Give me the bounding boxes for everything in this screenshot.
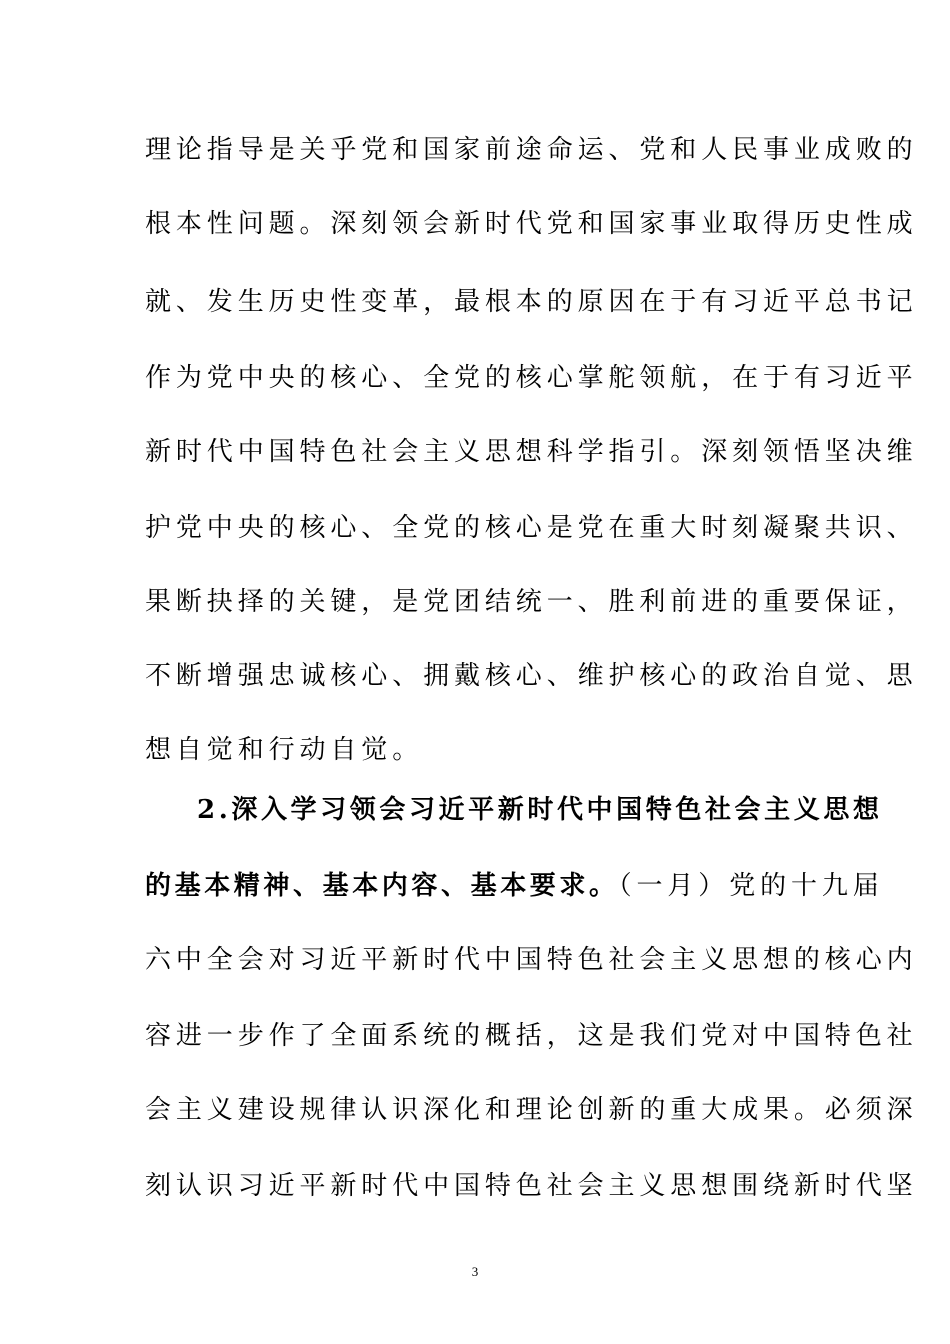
paragraph-line: 作为党中央的核心、全党的核心掌舵领航，在于有习近平 bbox=[145, 363, 918, 393]
paragraph-line: 根本性问题。深刻领会新时代党和国家事业取得历史性成 bbox=[145, 209, 918, 239]
paragraph-line: 护党中央的核心、全党的核心是党在重大时刻凝聚共识、 bbox=[145, 513, 918, 543]
section-heading-trailing-text: （一月）党的十九届 bbox=[618, 871, 884, 901]
paragraph-line: 想自觉和行动自觉。 bbox=[145, 735, 424, 765]
paragraph-line: 容进一步作了全面系统的概括，这是我们党对中国特色社 bbox=[145, 1021, 918, 1051]
section-heading-line-2 bbox=[145, 866, 884, 906]
paragraph-line: 六中全会对习近平新时代中国特色社会主义思想的核心内 bbox=[145, 945, 918, 975]
section-heading-line: 2.深入学习领会习近平新时代中国特色社会主义思想 bbox=[197, 795, 883, 825]
paragraph-line: 果断抉择的关键，是党团结统一、胜利前进的重要保证， bbox=[145, 587, 918, 617]
paragraph-line: 不断增强忠诚核心、拥戴核心、维护核心的政治自觉、思 bbox=[145, 661, 918, 691]
paragraph-line: 新时代中国特色社会主义思想科学指引。深刻领悟坚决维 bbox=[145, 437, 918, 467]
page-number: 3 bbox=[471, 1264, 479, 1279]
paragraph-line: 就、发生历史性变革，最根本的原因在于有习近平总书记 bbox=[145, 287, 918, 317]
paragraph-line: 理论指导是关乎党和国家前途命运、党和人民事业成败的 bbox=[145, 135, 918, 165]
section-heading-bold-text: 的基本精神、基本内容、基本要求。 bbox=[145, 871, 619, 901]
paragraph-line: 会主义建设规律认识深化和理论创新的重大成果。必须深 bbox=[145, 1095, 918, 1125]
paragraph-line: 刻认识习近平新时代中国特色社会主义思想围绕新时代坚 bbox=[145, 1171, 918, 1201]
